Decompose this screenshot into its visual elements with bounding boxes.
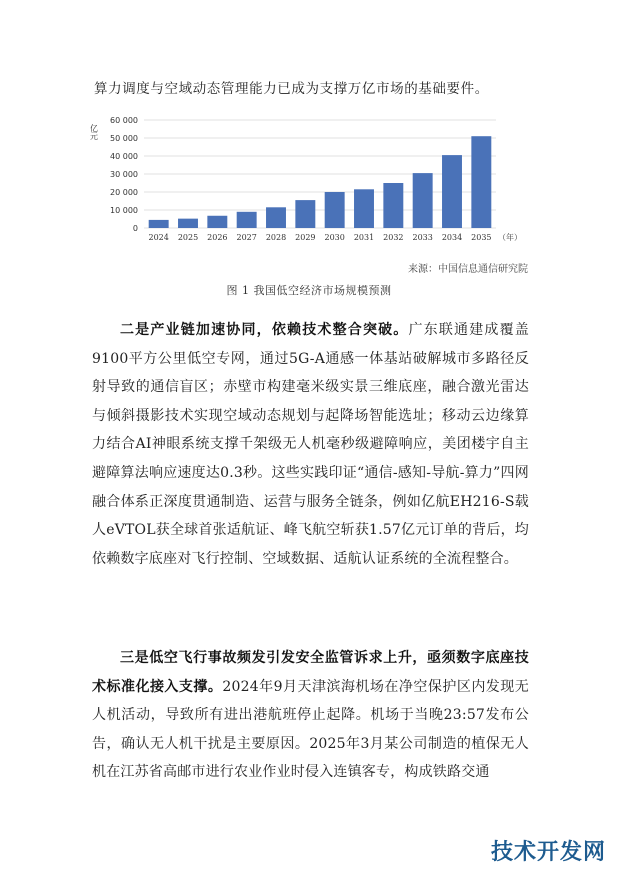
bar [383, 183, 403, 228]
bar [237, 212, 257, 228]
x-tick-label: 2035 [471, 233, 492, 242]
bar [442, 155, 462, 228]
bar [178, 219, 198, 228]
paragraph-lead: 三是低空飞行事故频发引发安全监管诉求上升，亟须数字底座技术标准化接入支撑。 [92, 650, 529, 695]
x-tick-label: 2032 [383, 233, 404, 242]
x-axis-unit: （年） [498, 233, 522, 242]
intro-line: 算力调度与空域动态管理能力已成为支撑万亿市场的基础要件。 [94, 81, 489, 97]
bar [413, 173, 433, 228]
site-watermark: 技术开发网 [490, 840, 606, 865]
paragraph-lead: 二是产业链加速协同，依赖技术整合突破。 [120, 322, 409, 338]
bar [471, 136, 491, 228]
figure-caption: 图 1 我国低空经济市场规模预测 [226, 284, 392, 297]
paragraph-industry-chain [92, 316, 529, 573]
x-tick-label: 2026 [207, 233, 228, 242]
y-tick-label: 30 000 [110, 170, 138, 179]
bar [207, 216, 227, 228]
chart-source: 来源：中国信息通信研究院 [408, 264, 528, 275]
x-tick-label: 2027 [236, 233, 257, 242]
x-tick-label: 2030 [324, 233, 345, 242]
paragraph-body: 2024年9月天津滨海机场在净空保护区内发现无人机活动，导致所有进出港航班停止起降。机场于当晚23:57发布公告，确认无人机干扰是主要原因。2025年3月某公司制造的植保无人机在江苏省高邮市进行农业作业时侵入连镇客专，构成铁路交通 [92, 678, 529, 781]
x-tick-label: 2031 [353, 233, 375, 242]
x-tick-label: 2034 [441, 233, 463, 242]
y-tick-label: 50 000 [110, 134, 138, 143]
market-size-chart [88, 110, 528, 250]
bar [295, 200, 315, 228]
x-tick-label: 2033 [412, 233, 433, 242]
paragraph-body: 广东联通建成覆盖9100平方公里低空专网，通过5G-A通感一体基站破解城市多路径反射导致的通信盲区；赤壁市构建毫米级实景三维底座，融合激光雷达与倾斜摄影技术实现空域动态规划与起降场智能选址；移动云边缘算力结合AI神眼系统支撑千架级无人机毫秒级避障响应，美团楼宇自主避障算法响应速度达0.3秒。这些实践印证“通信-感知-导航-算力”四网融合体系正深度贯通制造、运营与服务全链条，例如亿航EH216-S载人eVTOL获全球首张适航证、峰飞航空斩获1.57亿元订单的背后，均依赖数字底座对飞行控制、空域数据、适航认证系统的全流程整合。 [92, 322, 529, 567]
x-tick-label: 2024 [148, 233, 169, 242]
y-tick-label: 60 000 [110, 116, 138, 125]
x-tick-label: 2025 [177, 233, 199, 242]
x-tick-label: 2029 [295, 233, 316, 242]
y-tick-label: 20 000 [110, 188, 138, 197]
y-tick-label: 40 000 [110, 152, 138, 161]
bar [149, 220, 169, 228]
bar [354, 189, 374, 228]
y-tick-label: 10 000 [110, 206, 138, 215]
paragraph-safety-regulation [92, 644, 529, 787]
x-tick-label: 2028 [265, 233, 287, 242]
y-axis-label: 亿元 [89, 124, 99, 140]
bar [325, 192, 345, 228]
bar [266, 207, 286, 228]
y-tick-label: 0 [132, 224, 138, 233]
